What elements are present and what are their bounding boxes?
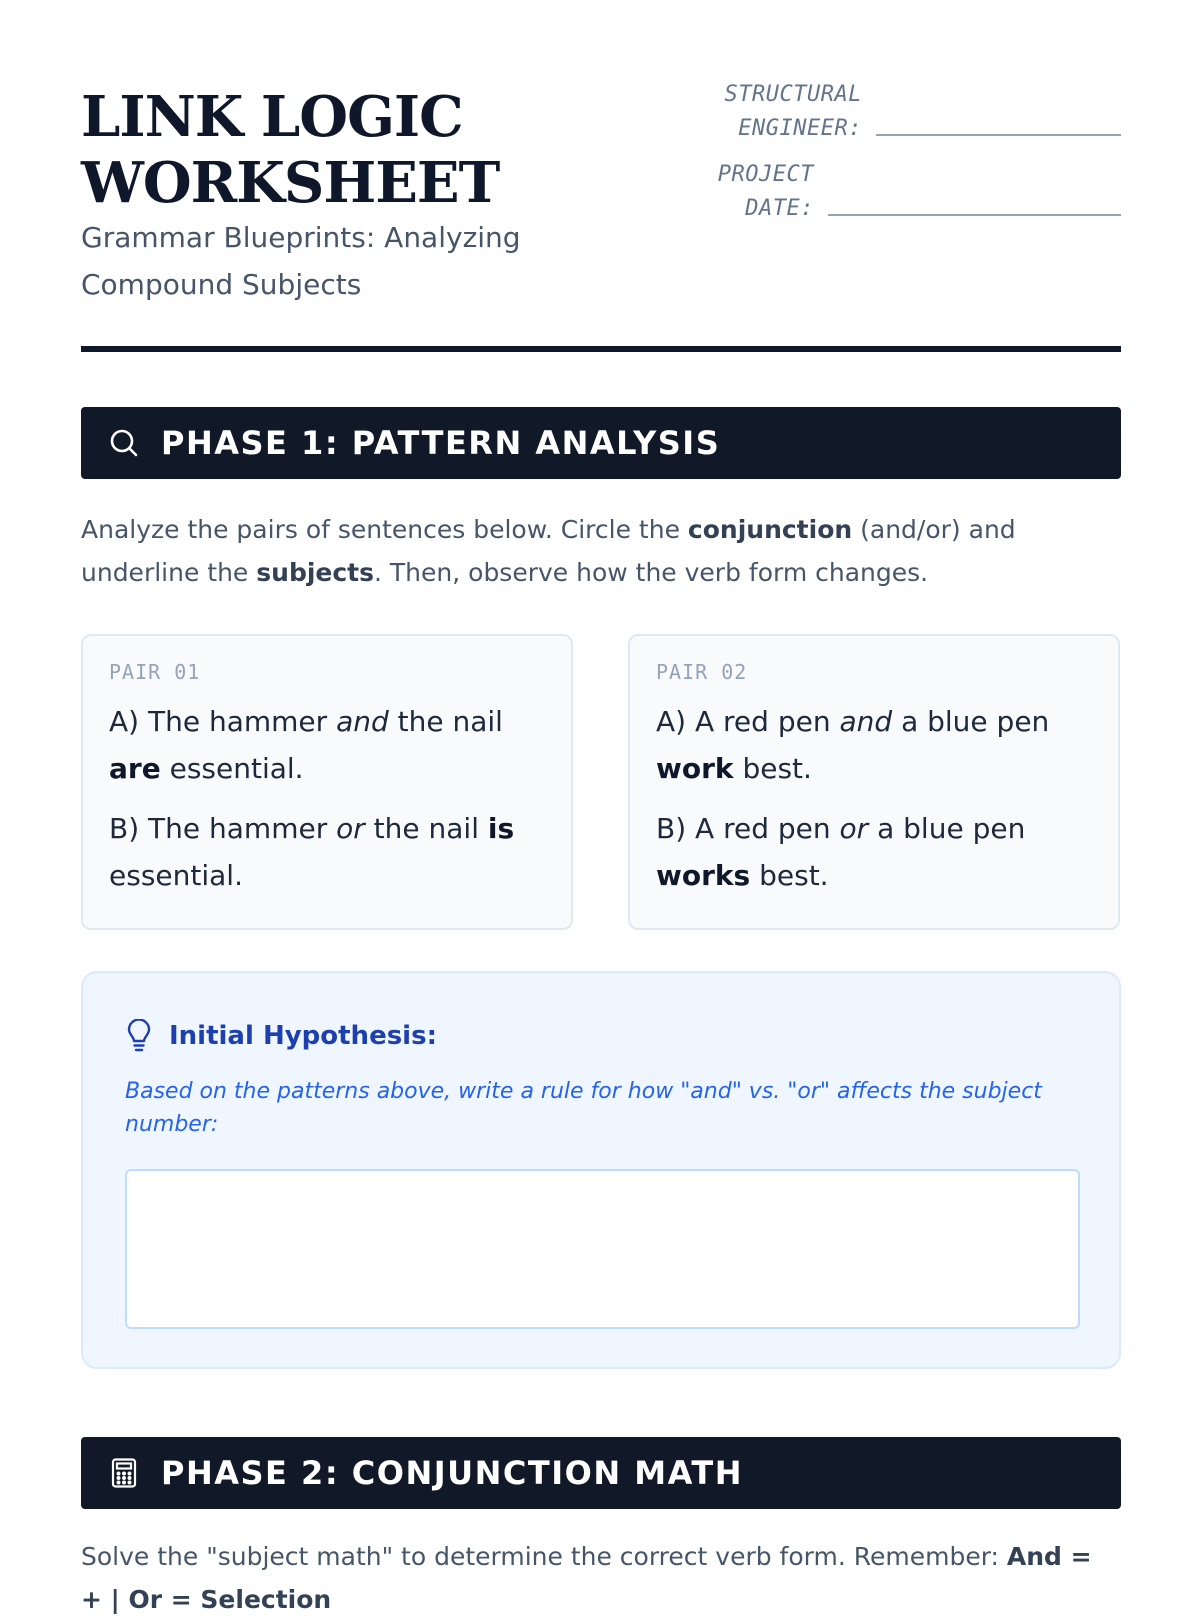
worksheet-header <box>81 0 1121 352</box>
lightbulb-icon <box>125 1019 153 1053</box>
phase-2-header <box>81 1437 1121 1509</box>
pair-tag: PAIR 02 <box>656 660 748 684</box>
worksheet-subtitle: Grammar Blueprints: Analyzing Compound Subjects <box>81 221 521 301</box>
phase-1-title: PHASE 1: PATTERN ANALYSIS <box>161 424 721 462</box>
phase-1-instructions: Analyze the pairs of sentences below. Circle the conjunction (and/or) and underline the subjects. Then, observe how the verb form changes. <box>81 515 1016 587</box>
engineer-blank[interactable] <box>876 134 1121 136</box>
engineer-field[interactable] <box>725 78 1121 146</box>
hypothesis-header <box>125 1019 437 1053</box>
date-blank[interactable] <box>828 214 1121 216</box>
pair-card-1 <box>81 634 573 930</box>
worksheet-title <box>81 84 641 216</box>
sentence-b[interactable]: B) The hammer or the nail is essential. <box>109 812 515 892</box>
sentence-b[interactable]: B) A red pen or a blue pen works best. <box>656 812 1026 892</box>
sentence-a[interactable]: A) The hammer and the nail are essential. <box>109 705 503 785</box>
date-label: PROJECT DATE: <box>717 162 814 221</box>
sentence-a[interactable]: A) A red pen and a blue pen work best. <box>656 705 1050 785</box>
pair-tag: PAIR 01 <box>109 660 201 684</box>
title-line-1: LINK LOGIC <box>81 84 463 150</box>
hypothesis-box <box>81 971 1121 1369</box>
hypothesis-prompt: Based on the patterns above, write a rule for how "and" vs. "or" affects the subject number: <box>125 1079 1042 1137</box>
search-icon <box>109 428 139 458</box>
phase-1-header <box>81 407 1121 479</box>
calculator-icon <box>109 1458 139 1488</box>
phase-2-title: PHASE 2: CONJUNCTION MATH <box>161 1454 743 1492</box>
hypothesis-answer-box[interactable] <box>125 1169 1080 1329</box>
pair-card-2 <box>628 634 1120 930</box>
worksheet-page <box>81 0 1121 1614</box>
hypothesis-title: Initial Hypothesis: <box>169 1021 437 1051</box>
date-field[interactable] <box>718 158 1121 226</box>
engineer-label: STRUCTURAL ENGINEER: <box>724 82 862 141</box>
header-divider <box>81 346 1121 352</box>
title-line-2: WORKSHEET <box>81 150 500 216</box>
phase-2-instructions: Solve the "subject math" to determine the correct verb form. Remember: And = + | Or = Selection <box>81 1542 1092 1614</box>
